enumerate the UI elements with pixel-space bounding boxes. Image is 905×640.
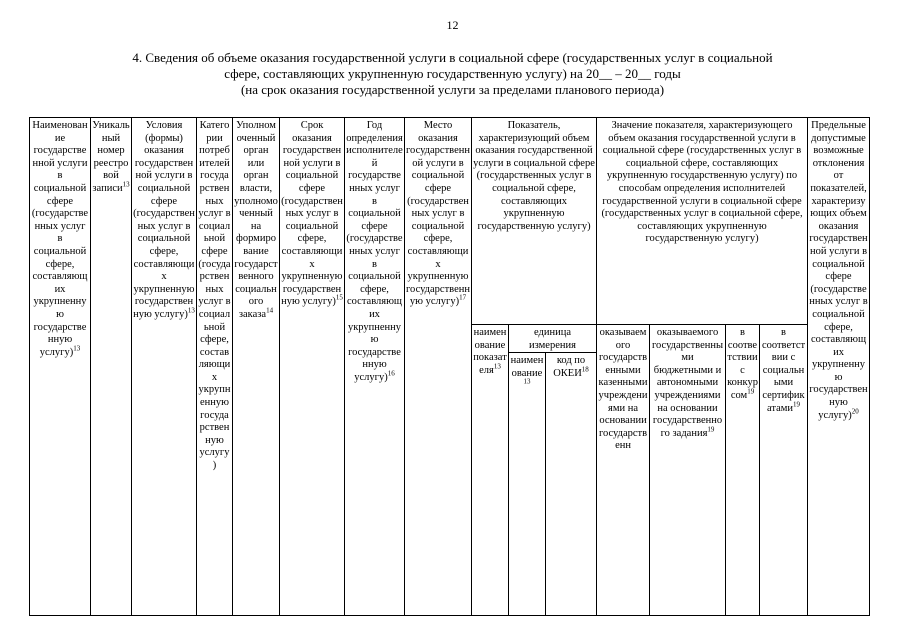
col-unit-okei-code: код по ОКЕИ$^{18}$	[546, 353, 597, 616]
page-number: 12	[446, 18, 459, 32]
col-value-competition: в соответствии с конкурсом$^{19}$	[726, 325, 760, 616]
col-value-certificates: в соответствии с социальными сертификатами$^{19}$	[760, 325, 808, 616]
title-line-3: (на срок оказания государственной услуги за пределами планового периода)	[240, 82, 665, 97]
col-conditions: Условия (формы) оказания государственной услуги в социальной сфере (государственных услуг в социальной сфере, составляющих укрупненную государственную услугу)$^{13}$	[132, 118, 197, 616]
col-allowed-deviations: Предельные допустимые возможные отклонения от показателей, характеризующих объем оказания государственной услуги в социальной сфере (государственных услуг в социальной сфере, составляющих укрупненную государственную услугу)$^{20}$	[808, 118, 870, 616]
col-unit-name: наименование$^{13}$	[509, 353, 546, 616]
col-service-term: Срок оказания государственной услуги в социальной сфере (государственных услуг в социальной сфере, составляющих укрупненную государственную услугу)$^{15}$	[280, 118, 345, 616]
col-value-state-assignment: оказываемого государственными бюджетными и автономными учреждениями на основании государственного задания$^{19}$	[650, 325, 726, 616]
section-title	[60, 50, 845, 98]
col-service-place: Место оказания государственной услуги в социальной сфере (государственных услуг в социальной сфере, составляющих укрупненную государственную услугу)$^{17}$	[405, 118, 472, 616]
col-service-name: Наименование государственной услуги в социальной сфере (государственных услуг в социальной сфере, составляющих укрупненную государственную услугу)$^{13}$	[30, 118, 91, 616]
title-line-1: 4. Сведения об объеме оказания государственной услуги в социальной сфере (государственных услуг в социальной	[132, 50, 773, 65]
col-authorized-body: Уполномоченный орган или орган власти, уполномоченный на формирование государственного социального заказа$^{14}$	[233, 118, 280, 616]
title-line-2: сфере, составляющих укрупненную государственную услугу) на 20__ – 20__ годы	[224, 66, 681, 81]
col-value-group: Значение показателя, характеризующего объем оказания государственной услуги в социальной сфере (государственных услуг в социальной сфере, составляющих укрупненную государственную услугу) по способам определения исполнителей государственной услуги в социальной сфере (государственных услуг в социальной сфере, составляющих укрупненную государственную услугу)	[597, 118, 808, 325]
col-value-state-institutions: оказываемого государственными казенными учреждениями на основании государственн	[597, 325, 650, 616]
col-indicator-group: Показатель, характеризующий объем оказания государственной услуги в социальной сфере (государственных услуг в социальной сфере, составляющих укрупненную государственную услугу)	[472, 118, 597, 325]
col-consumer-categories: Категории потребителей государственных услуг в социальной сфере (государственных услуг в социальной сфере, составляющих укрупненную государственную услугу)	[197, 118, 233, 616]
volume-table	[29, 117, 870, 616]
col-indicator-name: наименование показателя$^{13}$	[472, 325, 509, 616]
col-contractor-year: Год определения исполнителей государственных услуг в социальной сфере (государственных услуг в социальной сфере, составляющих укрупненную государственную услугу)$^{16}$	[345, 118, 405, 616]
col-unit-group: единица измерения	[509, 325, 597, 353]
col-registry-number: Уникальный номер реестровой записи$^{13}$	[91, 118, 132, 616]
